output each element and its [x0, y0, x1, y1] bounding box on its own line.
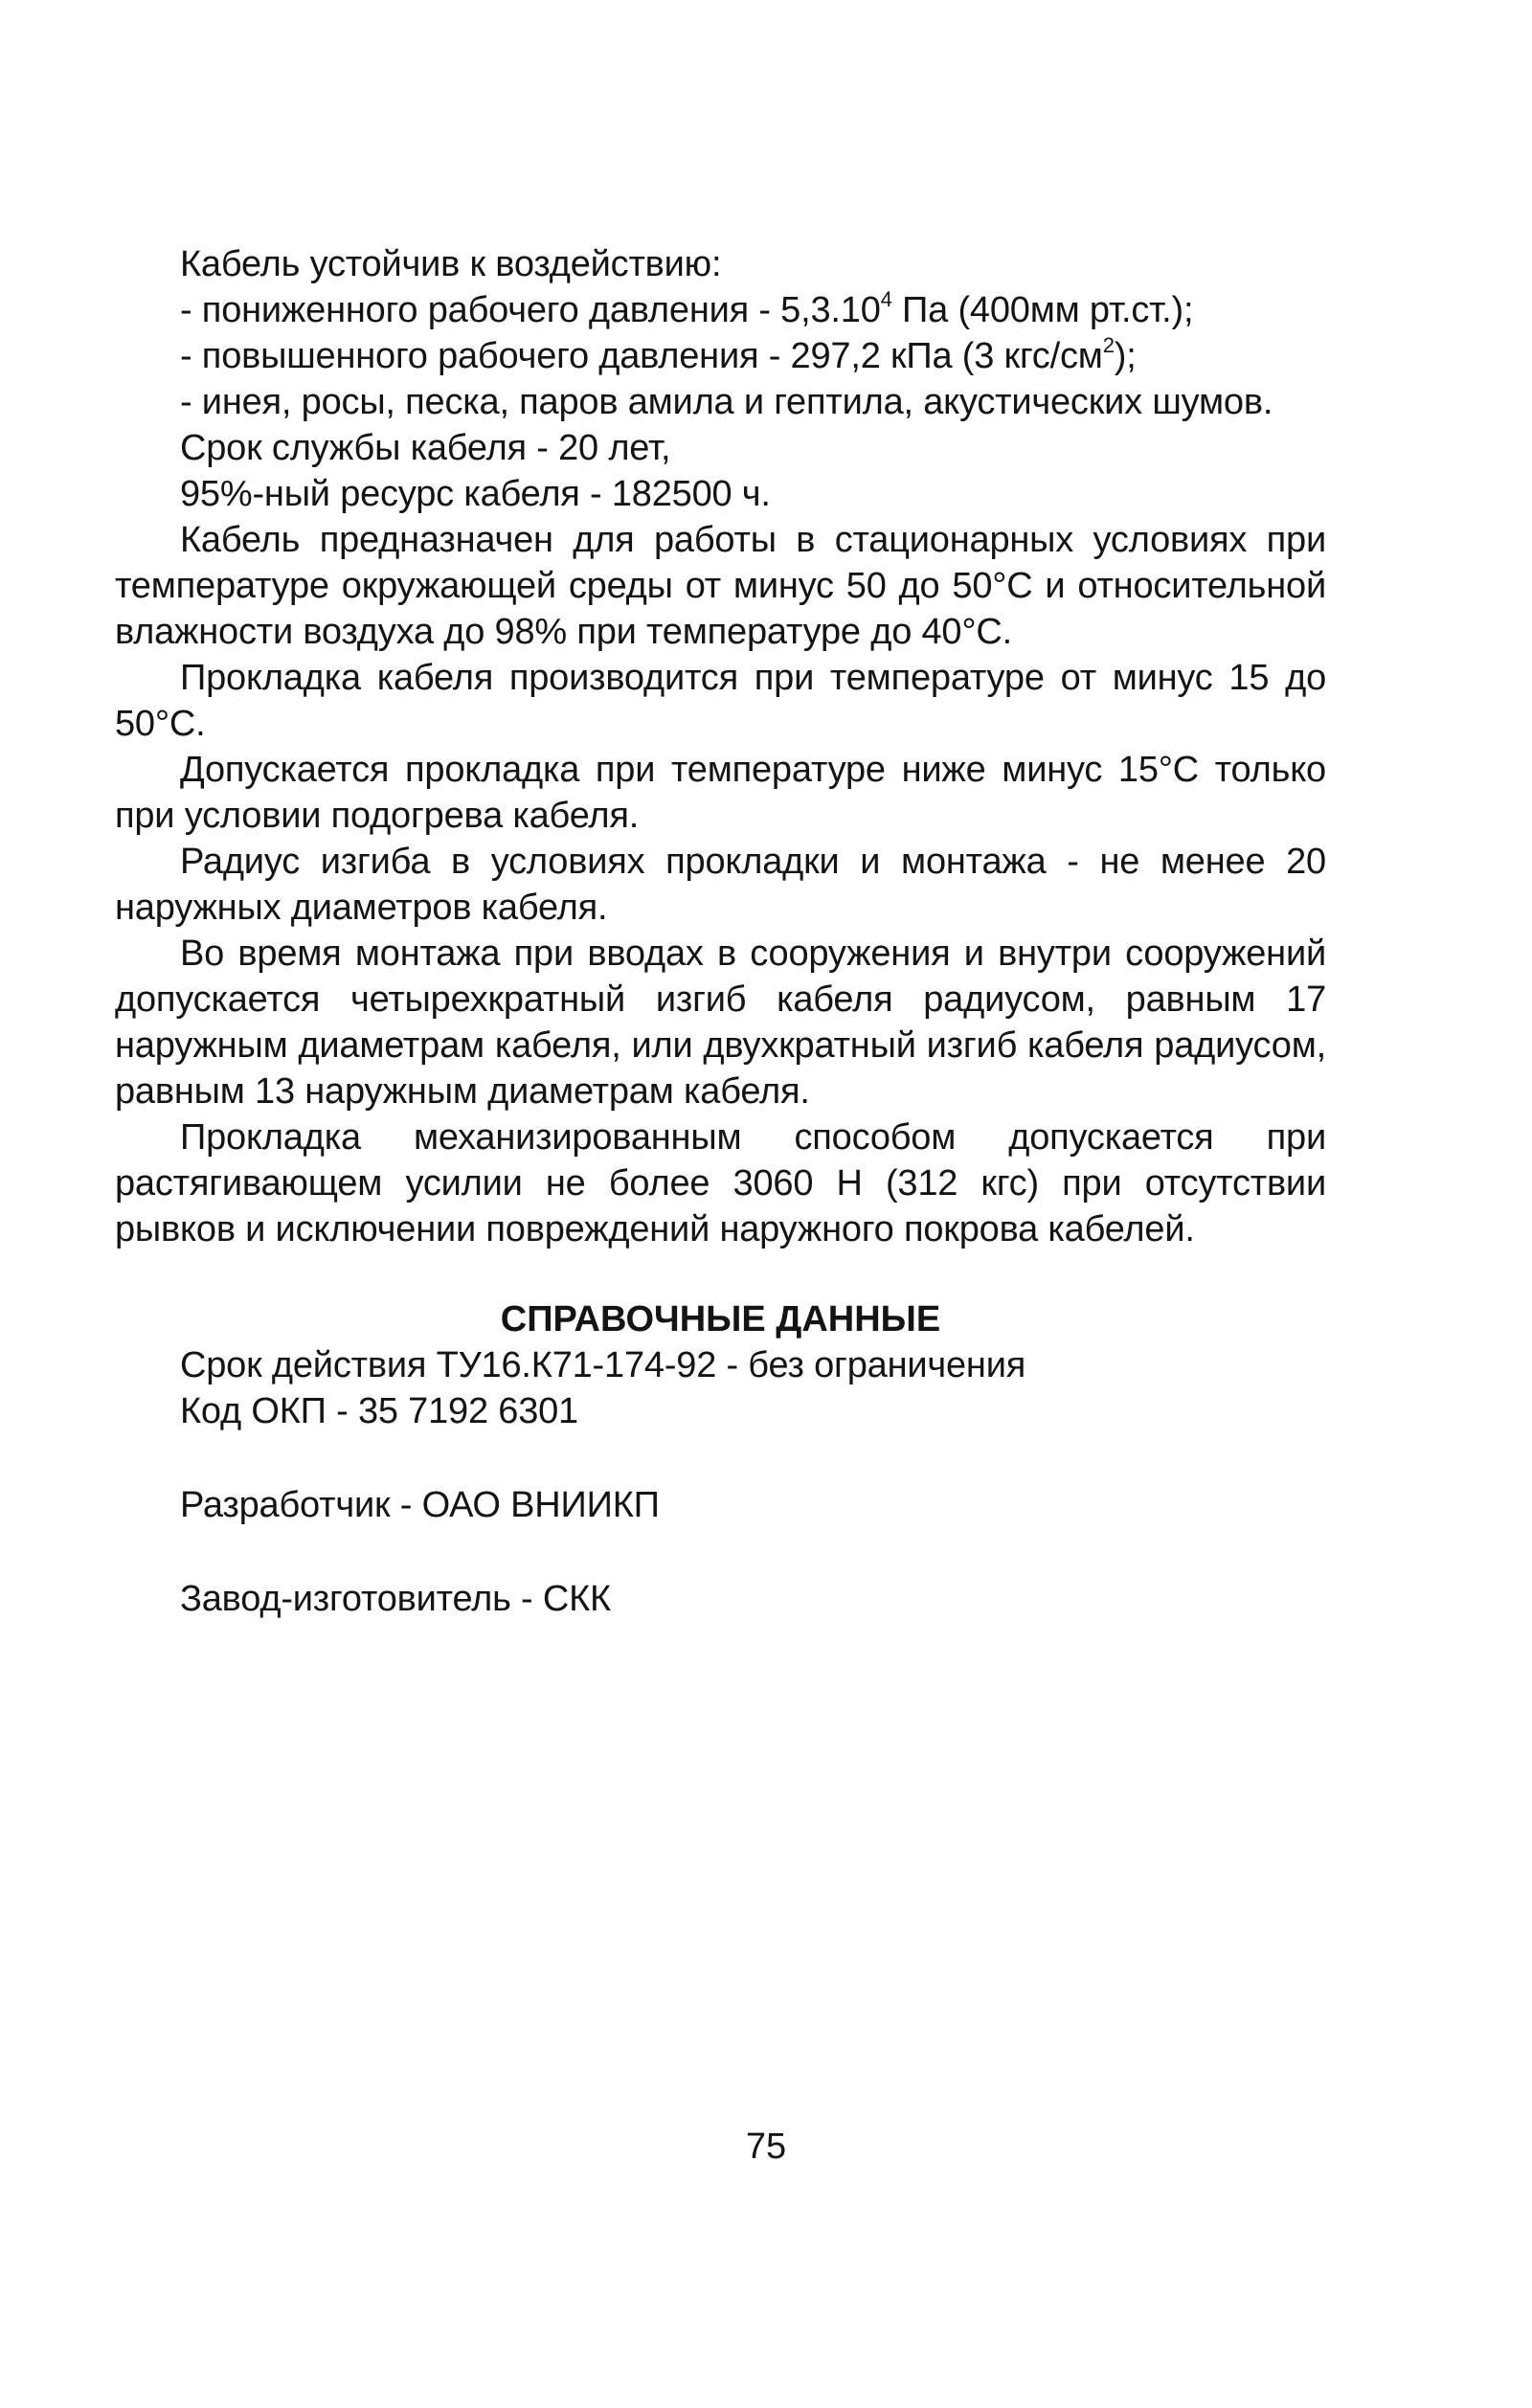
reference-validity: Срок действия ТУ16.К71-174-92 - без ограничения — [180, 1345, 1026, 1385]
reference-okp-code: Код ОКП - 35 7192 6301 — [180, 1391, 578, 1431]
reference-manufacturer: Завод-изготовитель - СКК — [180, 1579, 611, 1619]
document-page — [115, 241, 1326, 1622]
service-life: Срок службы кабеля - 20 лет, — [180, 428, 671, 468]
paragraph-conditions: Кабель предназначен для работы в стационарных условиях при температуре окружающей среды от минус 50 до 50°С и относительной влажности воздуха до 98% при температуре до 40°С. — [115, 520, 1326, 652]
resistance-item-environment: - инея, росы, песка, паров амила и гептила, акустических шумов. — [180, 382, 1273, 422]
high-pressure-exponent: 2 — [1102, 333, 1115, 357]
low-pressure-text: - пониженного рабочего давления - 5,3.10 — [180, 290, 881, 330]
resistance-item-low-pressure — [115, 287, 1326, 333]
high-pressure-unit: ); — [1114, 336, 1137, 376]
resistance-intro: Кабель устойчив к воздействию: — [180, 244, 722, 284]
high-pressure-text: - повышенного рабочего давления - 297,2 кПа (3 кгс/см — [180, 336, 1103, 376]
reference-heading: СПРАВОЧНЫЕ ДАННЫЕ — [500, 1299, 941, 1339]
service-resource: 95%-ный ресурс кабеля - 182500 ч. — [180, 474, 771, 514]
paragraph-installation: Во время монтажа при вводах в сооружения и внутри сооружений допускается четырехкратный изгиб кабеля радиусом, равным 17 наружным диаметрам кабеля, или двухкратный изгиб кабеля радиусом, равным 13 наружным диаметрам кабеля. — [115, 934, 1326, 1112]
low-pressure-unit: Па (400мм рт.ст.); — [891, 290, 1194, 330]
page-number: 75 — [745, 2127, 787, 2167]
low-pressure-exponent: 4 — [880, 287, 892, 311]
paragraph-laying-temperature: Прокладка кабеля производится при температуре от минус 15 до 50°С. — [115, 658, 1326, 744]
paragraph-low-temperature: Допускается прокладка при температуре ниже минус 15°С только при условии подогрева кабеля. — [115, 750, 1326, 836]
paragraph-mechanized: Прокладка механизированным способом допускается при растягивающем усилии не более 3060 Н (312 кгс) при отсутствии рывков и исключении повреждений наружного покрова кабелей. — [115, 1117, 1326, 1249]
reference-developer: Разработчик - ОАО ВНИИКП — [180, 1485, 660, 1525]
resistance-item-high-pressure — [115, 333, 1326, 379]
paragraph-bend-radius: Радиус изгиба в условиях прокладки и монтажа - не менее 20 наружных диаметров кабеля. — [115, 842, 1326, 928]
